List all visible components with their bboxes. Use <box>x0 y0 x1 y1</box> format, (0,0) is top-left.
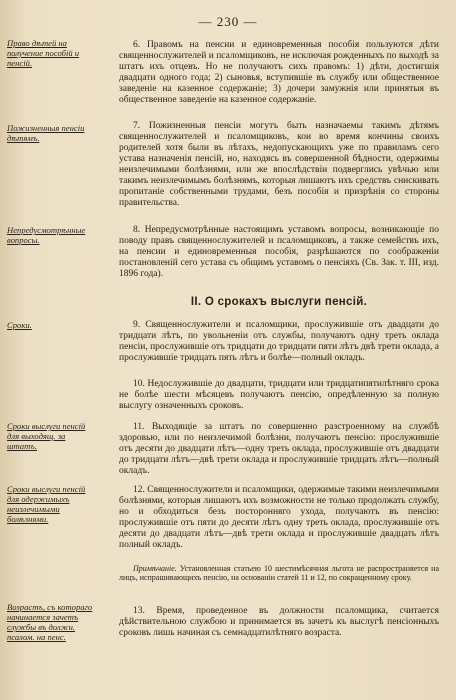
article-text: 13. Время, проведенное въ должности псаломщика, считается дѣйствительною службою и принимается въ зачетъ къ выслугѣ пенсіонныхъ сроковъ лишь начиная съ семнадцатилѣтняго возраста. <box>119 606 439 638</box>
article-text: 11. Выходящіе за штатъ по совершенно разстроенному на службѣ здоровью, или по неизлечимой болѣзни, получаютъ пенсію: прослужившіе отъ десяти до двадцати лѣтъ—одну треть оклада, прослужившіе отъ двадцати до тридцати лѣтъ—двѣ трети оклада и прослужившіе тридцать лѣтъ—полный окладъ. <box>119 422 439 476</box>
note-lead: Примѣчаніе. <box>133 564 177 573</box>
article-text: 12. Священнослужители и псаломщики, одержимые такими неизлечимыми болѣзнями, которыя лишаютъ ихъ возможности не только продолжать службу, но и обходиться безъ посторонняго ухода, получаютъ въ пенсію: прослужившіе отъ пяти до десяти лѣтъ одну треть оклада, прослужившіе отъ десяти до двадцати лѣтъ—двѣ трети оклада и прослужившіе двадцать лѣтъ полный окладъ. <box>119 485 439 550</box>
note-text: Установленная статьею 10 шестимѣсячная льгота не распространяется на лицъ, испрашивающихъ пенсію, на основаніи статей 11 и 12, по сокращенному сроку. <box>119 564 440 583</box>
footnote <box>119 564 439 583</box>
margin-note: Возрастъ, съ котораго начинается зачетъ службы въ должн. псалом. на пенс. <box>7 602 93 642</box>
margin-note: Непредусмотрѣнные вопросы. <box>7 225 86 245</box>
margin-note: Сроки выслуги пенсій для выходящ. за штатъ. <box>7 421 86 451</box>
article-text: 9. Священнослужители и псаломщики, прослужившіе отъ двадцати до тридцати лѣтъ, по увольненіи отъ службы, получаютъ одну треть оклада пенсіи, прослужившіе отъ тридцати до тридцати пяти лѣтъ двѣ трети оклада, а прослужившіе тридцать пять лѣтъ и болѣе—полный окладъ. <box>119 320 439 363</box>
margin-note: Право дѣтей на получение пособій и пенсій. <box>7 38 80 68</box>
article-text: 7. Пожизненныя пенсіи могутъ быть назначаемы такимъ дѣтямъ священнослужителей и псаломщиковъ, кои во время кончины своихъ родителей хотя были въ лѣтахъ, недопускающихъ уже по правиламъ сего устава назначенія пенсій, но, находясь въ совершенной бѣдности, одержимы неизлечимыми болѣзнями, или же впослѣдствіи подверглись увѣчью или такимъ неизлечимымъ болѣзнямъ, которыя лишаютъ ихъ средствъ снискивать пропитаніе собственными трудами, безъ пособія и призрѣнія со стороны правительства. <box>119 121 439 208</box>
article-text: 8. Непредусмотрѣнные настоящимъ уставомъ вопросы, возникающіе по поводу правъ священнослужителей и псаломщиковъ, а также семействъ ихъ, на пенсии и единовременныя пособія, разрѣшаются по соображеніи постановленій сего устава съ общимъ уставомъ о пенсіяхъ (Св. Зак. т. III, изд. 1896 года). <box>119 225 439 279</box>
page-number: — 230 — <box>198 14 258 29</box>
margin-note: Сроки. <box>7 320 32 330</box>
article-text: 6. Правомъ на пенсии и единовременныя пособія пользуются дѣти священнослужителей и псаломщиковъ, не исключая рожденныхъ по выходѣ за штатъ ихъ отцевъ. Но не получаютъ сихъ правомъ: 1) дѣти, достигшія двадцати одного года; 2) сыновья, вступившіе въ службу или общественное заведеніе на казенное содержаніе; 3) дочери замужнія или принятыя въ общественное заведеніе на казенное содержаніе. <box>119 40 439 105</box>
article-text: 10. Недослужившіе до двадцати, тридцати или тридцатипятилѣтняго срока не болѣе шести мѣсяцевъ получаютъ пенсію, опредѣленную за полную выслугу означенныхъ сроковъ. <box>119 379 439 411</box>
section-heading: II. О срокахъ выслуги пенсій. <box>190 296 368 308</box>
margin-note: Сроки выслуги пенсій для одержимыхъ неизлечимыми болѣзнями. <box>7 484 86 524</box>
margin-note: Пожизненныя пенсіи дѣтямъ. <box>7 123 85 143</box>
